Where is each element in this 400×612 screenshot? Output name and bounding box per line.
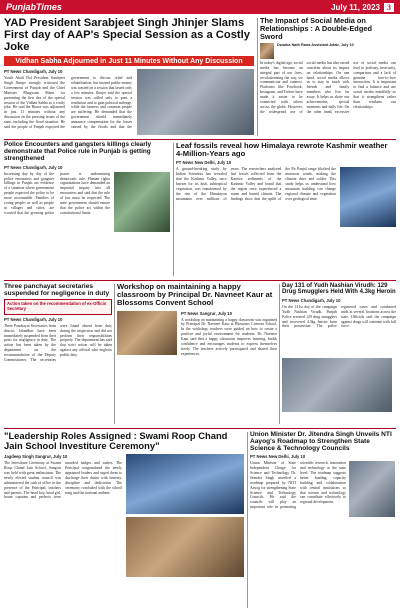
column-divider	[279, 284, 280, 424]
workshop-photo	[117, 311, 177, 355]
drug-headline: Day 131 of Yudh Nashian Virudh: 129 Drug Smugglers Held With 4.3kg Heroin	[282, 283, 396, 296]
lead-photo	[137, 69, 254, 135]
lead-story	[4, 17, 254, 137]
drug-photo	[282, 358, 392, 412]
leaf-body: A ground-breaking study by Indian Scientists has revealed that the Kashmir Valley, once known for its lush, subtropical vegetation, was transformed by the rise of the Himalayan mountains over millions of years. The researchers analyzed leaf fossils collected from the Karewa sediments of the Kashmir Valley and found that the region once experienced a warm and humid climate. The findings show that the uplift of the Pir Panjal range blocked the monsoon winds, making the climate drier and colder. This study helps us understand how mountain building can change regional climate and vegetation over geological time.	[176, 167, 336, 201]
section-rule	[4, 139, 396, 140]
investiture-photo-2	[126, 517, 244, 577]
union-story	[250, 431, 396, 609]
workshop-byline: PT News Sangrur, July 10	[181, 310, 232, 316]
police-story	[4, 142, 170, 277]
union-headline: Union Minister Dr. Jitendra Singh Unveils NTI Aayog's Roadmap to Strengthen State Science & Technology Councils	[250, 431, 392, 453]
column-divider	[247, 432, 248, 608]
side-body: In today's digital age, social media has become an integral part of our lives, revolutionizing the way we communicate and connect. Platforms like Facebook, Instagram, and Twitter have made it easier to be connected with others across the globe. However, the widespread use of social media has also raised concerns about its impact on relationships. On one hand, social media allows us to stay in touch with friends and family members who live far away. It helps us share our achievements, special moments and daily life. On the other hand, excessive use of social media can lead to jealousy, insecurity, comparison and a lack of genuine face-to-face interaction. It is important to find a balance and use social media mindfully so that it strengthens rather than weakens our relationships.	[260, 60, 396, 114]
leaf-headline: Leaf fossils reveal how Himalaya rewrote Kashmir weather 4-Million-Years ago	[176, 141, 388, 159]
drug-body: On the 131st day of the campaign Yudh Nashian Virudh, Punjab Police arrested 129 drug smugglers and recovered 4.3kg heroin from their possession. The police registered cases and conducted raids at several locations across the state. Officials said the campaign against drugs will continue with full force.	[282, 304, 396, 329]
panchayat-headline: Three panchayat secretaries suspended for negligence in duty	[4, 283, 110, 298]
investiture-headline: "Leadership Roles Assigned : Swami Roop Chand Jain School Investiture Ceremony"	[4, 430, 228, 452]
issue-date: July 11, 2023	[331, 2, 380, 12]
police-body: Increasing day by day of the police encounters and gangster killings in Punjab are evidence of a situation where government people expected the police to be more accountable. Families of young people, as well as people in villages and cities, are worried that the growing police power is undermining democratic rule. Human rights organizations have demanded an impartial inquiry into all encounters and said that the rule of law must be respected. The state government should ensure that the police act within the constitutional limits.	[4, 171, 110, 215]
leaf-byline: PT News New Delhi, July 10	[176, 160, 232, 166]
section-rule	[4, 428, 396, 429]
investiture-body: The Investiture Ceremony at Swami Roop Chand Jain School, Sangrur was held with great enthusiasm. The newly elected student council was administered the oath of office in the presence of the Principal, teachers and parents. The head boy, head girl, house captains and prefects were awarded badges and sashes. The Principal congratulated the newly appointed leaders and urged them to discharge their duties with honesty, discipline and dedication. The ceremony concluded with the school song and the national anthem.	[4, 461, 122, 500]
lead-byline: PT News Chandigarh, July 10	[4, 69, 63, 75]
side-headline: The Impact of Social Media on Relationships : A Double-Edged Sword	[260, 16, 372, 41]
investiture-story	[4, 431, 244, 609]
union-byline: PT News New Delhi, July 10	[250, 454, 306, 460]
column-divider	[114, 284, 115, 424]
author-photo	[260, 43, 274, 59]
column-divider	[173, 143, 174, 276]
lead-body: Youth Akali Dal President Sarabjeet Singh Jhinjer strongly criticised the Government of Punjab and the Chief Minister Bhagwant Mann for presenting the first day of the special session of the Vidhan Sabha as a costly joke. He said the House was adjourned in just 11 minutes without any discussion on the pressing issues of the state, including the flood situation. He said the people of Punjab expected the government to discuss relief and rehabilitation, but instead public money was wasted on a session that lasted only a few minutes. Jhinjer said the special session was called only to pass a resolution and to gain political mileage, while the farmers and common people are suffering. He demanded that the government should immediately announce compensation for the losses caused by the floods and that the	[4, 76, 132, 129]
side-story	[260, 17, 396, 137]
leaf-story	[176, 142, 396, 277]
police-photo	[114, 172, 170, 232]
fossil-photo	[340, 167, 396, 227]
masthead	[0, 0, 400, 14]
workshop-body: A workshop on maintaining a happy classroom was organised by Principal Dr. Navneet Kaur at Blossoms Convent School. In the workshop, teachers were guided on how to create a positive and joyful environment for students. Dr. Navneet Kaur said that a happy classroom improves learning, builds confidence and encourages students to express themselves freely. The teachers actively participated and shared their experiences.	[181, 317, 277, 356]
minister-photo	[349, 461, 395, 517]
police-byline: PT News Chandigarh, July 10	[4, 164, 63, 170]
drug-story	[282, 283, 396, 425]
workshop-story	[117, 283, 277, 425]
newspaper-brand: PunjabTimes	[6, 2, 62, 12]
lead-headline: YAD President Sarabjeet Singh Jhinjer Slams First day of AAP's Special Session as a Costly Joke	[4, 17, 250, 54]
panchayat-story	[4, 283, 112, 425]
police-headline: Police Encounters and gangsters killings clearly demonstrate that Police rule in Punjab is getting strengthened	[4, 141, 152, 162]
panchayat-body: Three Panchayat Secretaries from district Jalandhar have been immediately suspended from their posts for negligence in duty. The action has been taken by the department on the recommendation of the Deputy Commissioner. The secretaries were found absent from duty during the inspection and did not perform their responsibilities properly. The department has said that strict action will be taken against any official who neglects public duty.	[4, 323, 112, 362]
investiture-byline: Jagdeep Singh Sangrur, July 10	[4, 454, 68, 460]
column-divider	[257, 18, 258, 136]
union-body: Union Minister of State Independent Charge for Science and Technology Dr. Jitendra Singh unveiled a roadmap prepared by NITI Aayog for strengthening State Science and Technology Councils. He said the councils will play an important role in promoting scientific research, innovation and technology at the state level. The roadmap suggests better funding, capacity building and collaboration with central institutions so that science and technology can contribute effectively to regional development.	[250, 461, 346, 510]
side-byline: Dwarka Nath Rana Assistant Adab, July 10	[277, 42, 354, 47]
page-number: 3	[384, 3, 394, 12]
investiture-photo	[126, 454, 244, 514]
panchayat-byline: PT News Chandigarh, July 10	[4, 316, 63, 322]
lead-strap: Vidhan Sabha Adjourned in Just 11 Minutes Without Any Discussion	[4, 56, 254, 66]
panchayat-callout: Action taken on the recommendation of ex-Officio Secretary	[7, 301, 107, 312]
workshop-headline: Workshop on maintaining a happy classroom by Principal Dr. Navneet Kaur at Blossoms Convent School	[117, 282, 273, 308]
drug-byline: PT News Chandigarh, July 10	[282, 297, 341, 303]
section-rule	[4, 280, 396, 281]
